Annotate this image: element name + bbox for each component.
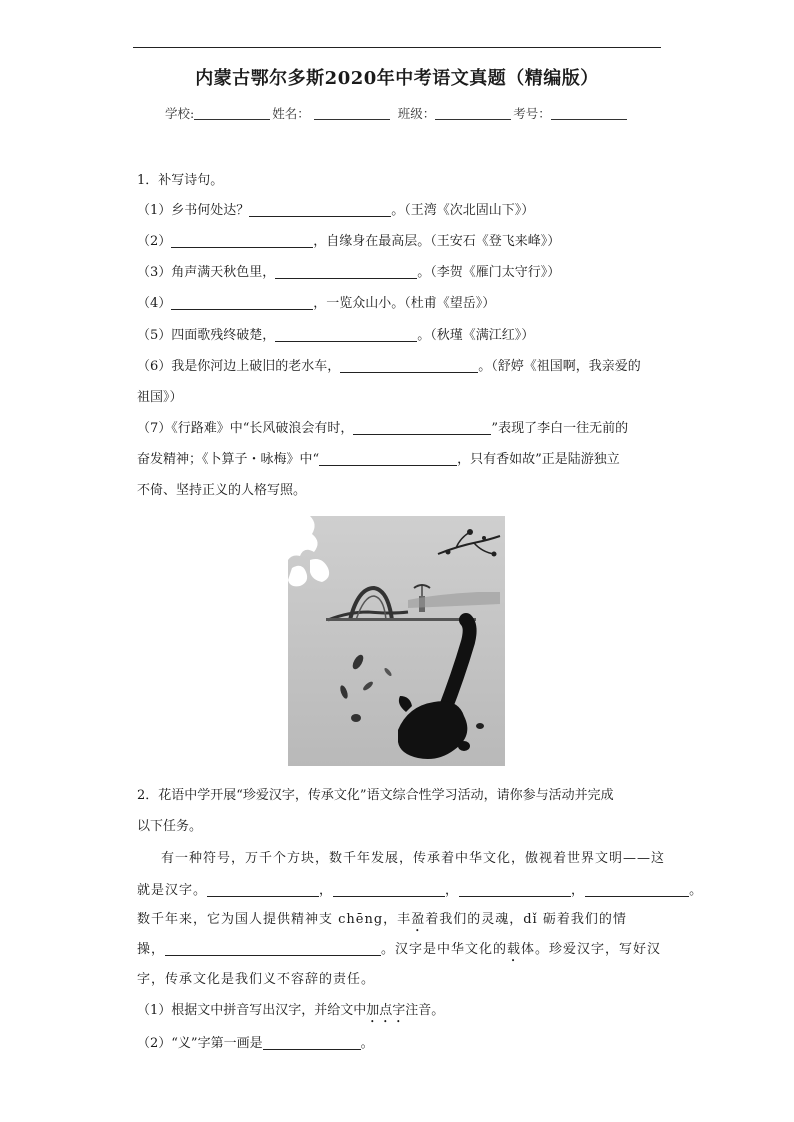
q1-item-6-cont: 祖国》）: [137, 390, 183, 405]
q1-item-6-pre: （6）我是你河边上破旧的老水车，: [137, 359, 341, 374]
q2-para-line-5: 字，传承文化是我们义不容辞的责任。: [137, 972, 376, 987]
q1-item-3-post: 。（李贺《雁门太守行》）: [417, 265, 561, 280]
name-label: 姓名：: [272, 106, 310, 121]
q2-title-line-2: 以下任务。: [137, 819, 203, 834]
school-label: 学校:: [165, 106, 195, 121]
q2-para-line3-a: 数千年来，它为国人提供精神支 chēng，丰: [137, 912, 412, 927]
q2-sub1-dotted: 加点字: [366, 1003, 406, 1018]
q2-para-line4-b: 体。珍爱汉字，写好汉: [521, 942, 662, 957]
q1-item-4-answer[interactable]: [171, 295, 313, 310]
q2-blank-5[interactable]: [165, 941, 381, 956]
q2-dotted-char-zai: 载: [507, 942, 522, 957]
q1-item-6-post: 。（舒婷《祖国啊，我亲爱的: [478, 359, 641, 374]
q1-item-5-pre: （5）四面歌残终破楚，: [137, 328, 276, 343]
q1-item-5: [137, 327, 534, 345]
q2-blank-4[interactable]: [585, 882, 689, 897]
q2-comma-2: ，: [445, 883, 460, 898]
q2-para-line-3: [137, 911, 627, 935]
number-field[interactable]: [551, 107, 627, 120]
q2-blank-1[interactable]: [207, 882, 319, 897]
q2-comma-3: ，: [571, 883, 586, 898]
q2-sub-1: [137, 1002, 444, 1026]
q2-blank-2[interactable]: [333, 882, 445, 897]
ink-painting-image: [288, 516, 505, 766]
q2-sub2-answer[interactable]: [263, 1035, 361, 1050]
q1-item-1: [137, 202, 534, 220]
q2-comma-1: ，: [319, 883, 334, 898]
q2-para-line4-pre: 操，: [137, 942, 166, 957]
q1-item-4-post: ，一览众山小。（杜甫《望岳》）: [313, 296, 496, 311]
q2-para-line-1: 有一种符号，万千个方块，数千年发展，传承着中华文化，傲视着世界文明——这: [161, 851, 666, 866]
q2-sub1-a: （1）根据文中拼音写出汉字，并给文中: [137, 1003, 367, 1018]
q2-sub-2: [137, 1035, 374, 1053]
q1-item-3-pre: （3）角声满天秋色里，: [137, 265, 276, 280]
q1-item-5-answer[interactable]: [275, 327, 417, 342]
q1-item-2: [137, 233, 560, 251]
q2-sub2-pre: （2）“义”字第一画是: [137, 1036, 263, 1051]
q1-item-7-answer-1[interactable]: [353, 420, 491, 435]
name-field[interactable]: [314, 107, 390, 120]
q1-item-6: [137, 358, 641, 376]
q2-dotted-char-ying: 盈: [411, 912, 426, 927]
q1-item-7-line-2: [137, 451, 620, 469]
school-field[interactable]: [194, 107, 270, 120]
q2-sub1-b: 注音。: [405, 1003, 445, 1018]
q1-title: 1．补写诗句。: [137, 173, 224, 188]
q1-item-7-line2-pre: 奋发精神；《卜算子・咏梅》中“: [137, 452, 320, 467]
q1-item-3: [137, 264, 560, 282]
q1-item-4-pre: （4）: [137, 296, 172, 311]
q1-item-7-pre: （7）《行路难》中“长风破浪会有时，: [137, 421, 354, 436]
student-info-line: [165, 104, 629, 122]
q1-item-2-post: ，自缘身在最高层。（王安石《登飞来峰》）: [313, 234, 561, 249]
q1-item-1-post: 。（王湾《次北固山下》）: [391, 203, 535, 218]
q2-para-line2-pre: 就是汉字。: [137, 883, 208, 898]
top-rule: [133, 47, 661, 48]
q1-item-7-answer-2[interactable]: [319, 451, 457, 466]
q1-item-3-answer[interactable]: [275, 264, 417, 279]
q2-sub2-post: 。: [360, 1036, 374, 1051]
q1-item-7-post: ”表现了李白一往无前的: [491, 421, 629, 436]
q2-period-1: 。: [689, 883, 704, 898]
q1-item-2-pre: （2）: [137, 234, 172, 249]
page-title: 内蒙古鄂尔多斯2020年中考语文真题（精编版）: [195, 68, 599, 89]
class-label: 班级：: [397, 106, 436, 121]
q1-item-7-line2-post: ，只有香如故”正是陆游独立: [457, 452, 620, 467]
q2-para-line-4: [137, 941, 661, 965]
q1-item-5-post: 。（秋瑾《满江红》）: [417, 328, 535, 343]
q1-item-4: [137, 295, 495, 313]
number-label: 考号：: [513, 106, 551, 121]
q1-item-6-answer[interactable]: [340, 358, 478, 373]
q2-blank-3[interactable]: [459, 882, 571, 897]
q2-para-line4-a: 。汉字是中华文化的: [381, 942, 508, 957]
q2-title-line-1: 2．花语中学开展“珍爱汉字，传承文化”语文综合性学习活动，请你参与活动并完成: [137, 788, 614, 803]
q2-para-line-2: [137, 882, 703, 900]
q1-item-7-line-3: 不倚、坚持正义的人格写照。: [137, 483, 307, 498]
class-field[interactable]: [435, 107, 511, 120]
q2-para-line3-b: 着我们的灵魂，dǐ 砺着我们的情: [425, 912, 627, 927]
q1-item-7-line-1: [137, 420, 628, 438]
q1-item-2-answer[interactable]: [171, 233, 313, 248]
q1-item-1-pre: （1）乡书何处达？: [137, 203, 250, 218]
q1-item-1-answer[interactable]: [249, 202, 391, 217]
